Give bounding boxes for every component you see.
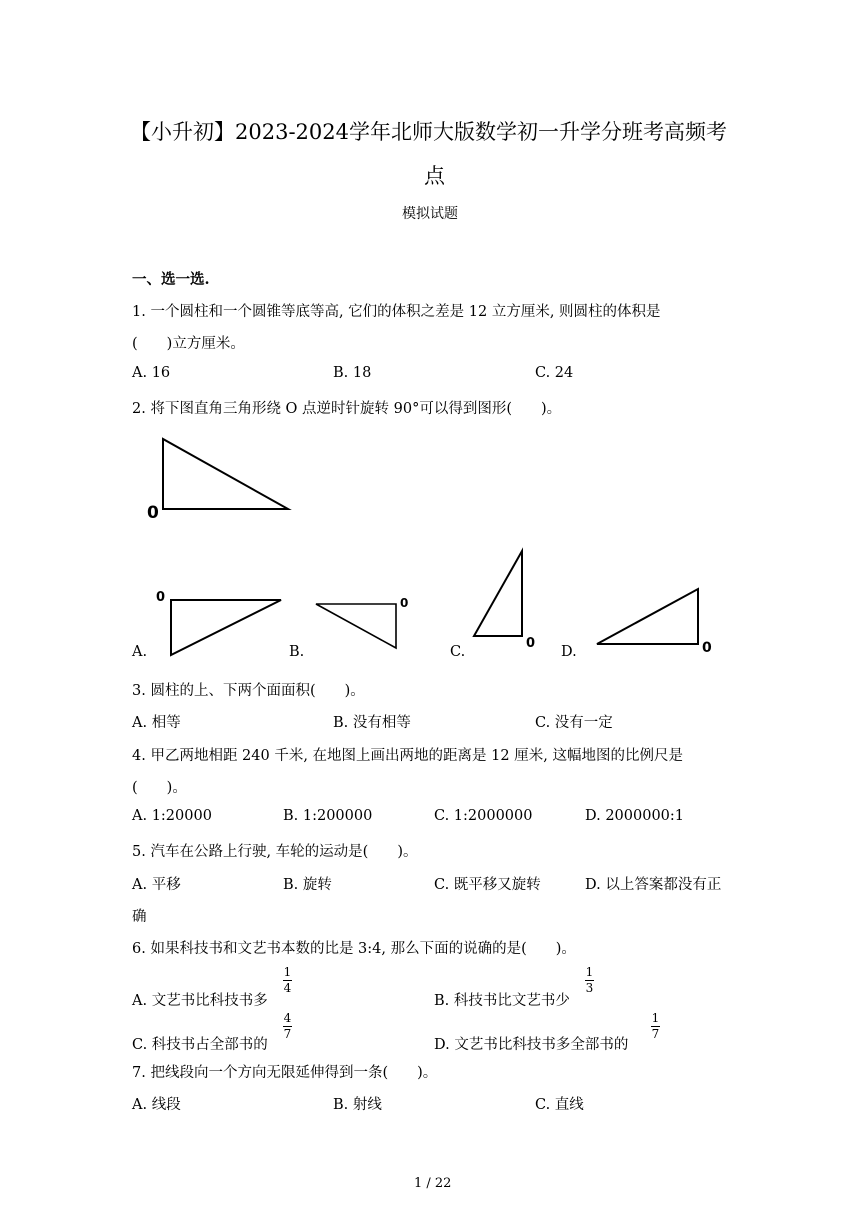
question-3-option-a: A. 相等: [132, 715, 181, 731]
question-7-option-a: A. 线段: [132, 1097, 181, 1113]
question-6-option-b: B. 科技书比文艺书少: [434, 993, 570, 1009]
question-1-line-2: ( )立方厘米。: [132, 336, 245, 352]
fraction-numerator: 1: [283, 965, 292, 979]
fraction-denominator: 4: [283, 981, 292, 995]
question-2-option-c: C.: [450, 644, 466, 660]
question-2-option-a: A.: [132, 644, 148, 660]
question-1-line-1: 1. 一个圆柱和一个圆锥等底等高, 它们的体积之差是 12 立方厘米, 则圆柱的体积是: [132, 304, 661, 320]
fraction-denominator: 7: [283, 1027, 292, 1041]
origin-label-a: 0: [156, 590, 166, 605]
option-d-triangle: [597, 589, 698, 644]
page-title-continued: 点: [424, 164, 445, 188]
option-a-triangle: [171, 600, 281, 655]
origin-label-d: 0: [702, 640, 712, 656]
option-b-triangle: [316, 604, 396, 648]
option-c-triangle: [474, 551, 522, 636]
question-2-option-b: B.: [289, 644, 305, 660]
question-4-option-b: B. 1:200000: [283, 808, 373, 824]
page-subtitle: 模拟试题: [402, 206, 458, 222]
question-4-line-2: ( )。: [132, 780, 187, 796]
section-heading: 一、选一选.: [132, 271, 210, 288]
fraction-numerator: 1: [651, 1011, 660, 1025]
question-4-option-c: C. 1:2000000: [434, 808, 533, 824]
question-6-option-c-fraction: [283, 1012, 292, 1041]
question-5-option-d: D. 以上答案都没有正: [585, 877, 722, 893]
question-6-option-c: C. 科技书占全部书的: [132, 1037, 268, 1053]
question-3-option-b: B. 没有相等: [333, 715, 411, 731]
question-1-option-a: A. 16: [132, 365, 171, 381]
fraction-numerator: 1: [585, 965, 594, 979]
fraction-denominator: 3: [585, 981, 594, 995]
question-6-option-b-fraction: [585, 966, 594, 995]
question-4-line-1: 4. 甲乙两地相距 240 千米, 在地图上画出两地的距离是 12 厘米, 这幅地图的比例尺是: [132, 748, 683, 764]
origin-label-c: 0: [526, 636, 536, 651]
question-6-option-d-fraction: [651, 1012, 660, 1041]
question-7-text: 7. 把线段向一个方向无限延伸得到一条( )。: [132, 1065, 438, 1081]
question-2-text: 2. 将下图直角三角形绕 O 点逆时针旋转 90°可以得到图形( )。: [132, 401, 562, 417]
fraction-numerator: 4: [283, 1011, 292, 1025]
fraction-denominator: 7: [651, 1027, 660, 1041]
question-4-option-a: A. 1:20000: [132, 808, 212, 824]
question-6-text: 6. 如果科技书和文艺书本数的比是 3:4, 那么下面的说确的是( )。: [132, 941, 576, 957]
page-number: 1 / 22: [414, 1176, 452, 1191]
question-2-option-d: D.: [561, 644, 577, 660]
question-5-option-a: A. 平移: [132, 877, 181, 893]
original-right-triangle: [163, 439, 288, 509]
question-7-option-b: B. 射线: [333, 1097, 382, 1113]
question-4-option-d: D. 2000000:1: [585, 808, 685, 824]
question-3-option-c: C. 没有一定: [535, 715, 613, 731]
page-title: 【小升初】2023-2024学年北师大版数学初一升学分班考高频考: [130, 120, 727, 144]
question-1-option-b: B. 18: [333, 365, 372, 381]
origin-label-b: 0: [400, 596, 409, 610]
question-6-option-d: D. 文艺书比科技书多全部书的: [434, 1037, 629, 1053]
question-3-text: 3. 圆柱的上、下两个面面积( )。: [132, 683, 365, 699]
question-1-option-c: C. 24: [535, 365, 574, 381]
question-5-option-b: B. 旋转: [283, 877, 332, 893]
question-6-option-a: A. 文艺书比科技书多: [132, 993, 268, 1009]
question-5-option-c: C. 既平移又旋转: [434, 877, 541, 893]
question-5-option-d-continued: 确: [132, 909, 147, 925]
question-7-option-c: C. 直线: [535, 1097, 584, 1113]
question-5-text: 5. 汽车在公路上行驶, 车轮的运动是( )。: [132, 844, 418, 860]
question-6-option-a-fraction: [283, 966, 292, 995]
origin-label-main: 0: [147, 503, 159, 523]
